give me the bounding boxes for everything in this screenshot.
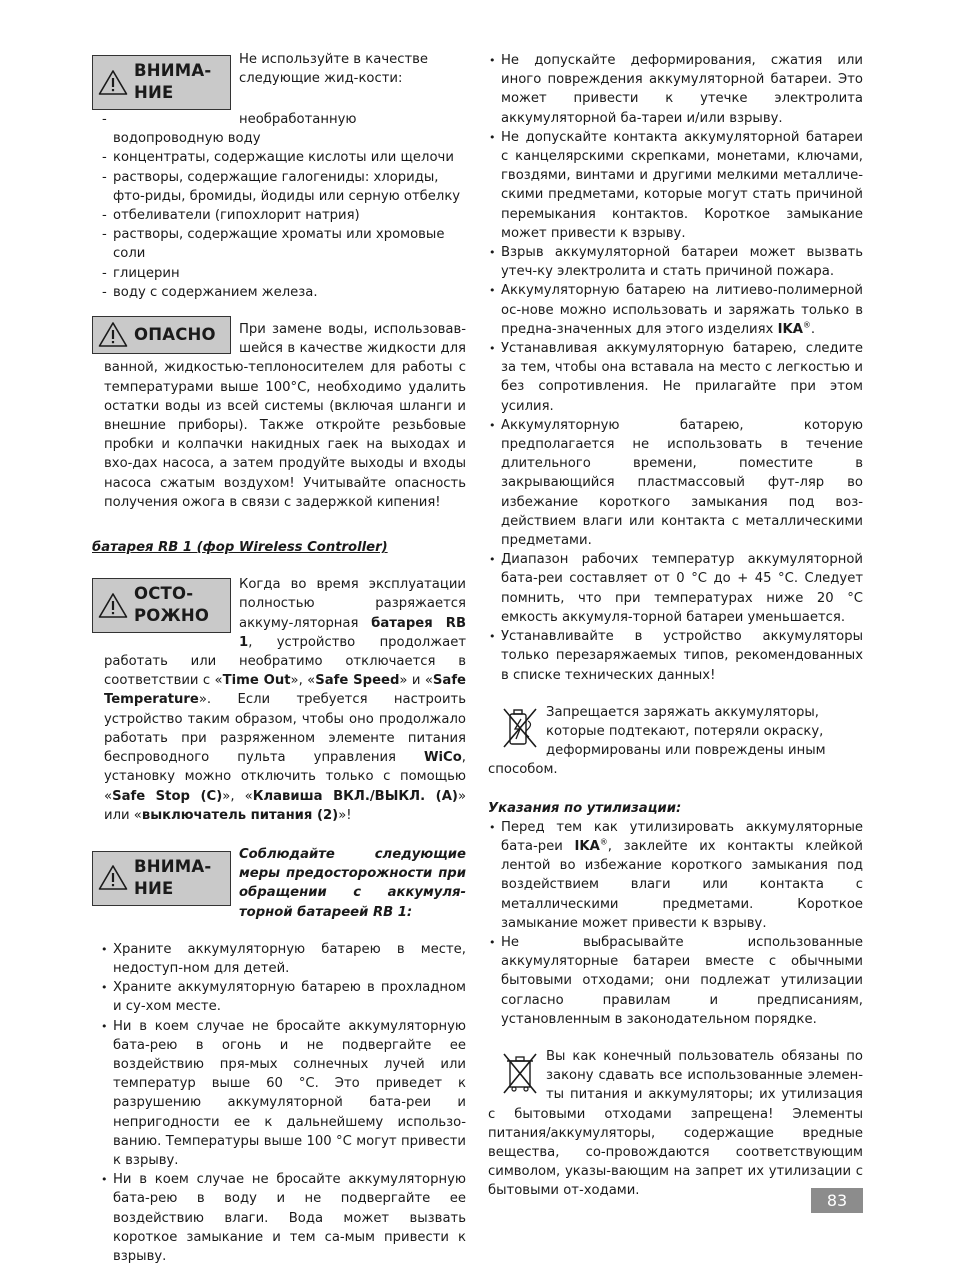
warning-triangle-icon <box>98 864 128 891</box>
no-charging-battery-icon <box>500 705 540 751</box>
caution-block <box>92 575 466 825</box>
disposal-bullets <box>488 818 863 1029</box>
list-item: - необработанную водопроводную воду <box>102 110 466 148</box>
list-item: - растворы, содержащие галогениды: хлориды, фто-риды, бромиды, йодиды или серную отбелку <box>102 168 466 206</box>
danger-text: При замене воды, использовав-шейся в качестве жидкости для ванной, жидкостью-теплоносителем для работы с температурами выше 100°C, необходимо удалить остатки воды из всей системы (включая шланги и внешние приборы). Также откройте резьбовые пробки и колпачки накидных гаек на выходах и вхо-дах насоса, а затем продуйте выходы и входы насоса сжатым воздухом! Учитывайте опасность получения ожога в связи с задержкой кипения! <box>104 322 466 510</box>
list-item: • Диапазон рабочих температур аккумуляторной бата-реи составляет от 0 °C до + 45 °C. Следует помнить, что при температурах ниже 20 °C емкость аккумуля-торной батареи уменьшается. <box>490 550 863 627</box>
list-item: • Аккумуляторную батарею, которую предполагается не использовать в течение длительного времени, поместите в закрывающийся пластмассовый фут-ляр во избежание короткого замыкания под воз-действием влаги или контакта с металлическими предметами. <box>490 416 863 550</box>
list-item: • Не допускайте контакта аккумуляторной батареи с канцелярскими скрепками, монетами, ключами, гвоздями, винтами и другими мелкими металличе-скими предметами, которые могут стать причиной перемыкания контактов. Короткое замыкание может привести к взрыву. <box>490 128 863 243</box>
warning-label-text: ВНИМА- НИЕ <box>134 856 212 898</box>
page-number: 83 <box>811 1188 863 1213</box>
list-item: • Храните аккумуляторную батарею в месте, недоступ-ном для детей. <box>102 940 466 978</box>
warning-label <box>92 55 231 110</box>
disposal-heading: Указания по утилизации: <box>488 800 682 816</box>
liquids-intro: Не используйте в качестве следующие жид-кости: <box>239 52 429 87</box>
list-item: • Храните аккумуляторную батарею в прохладном и су-хом месте. <box>102 978 466 1016</box>
list-item: • Аккумуляторную батарею на литиево-полимерной ос-нове можно использовать и заряжать только в предна-значенных для этого изделиях IKA®. <box>490 281 863 339</box>
list-item: - отбеливатели (гипохлорит натрия) <box>102 206 466 225</box>
danger-label <box>92 316 231 354</box>
battery-bullets-right <box>488 51 863 685</box>
list-item: • Взрыв аккумуляторной батареи может вызвать утеч-ку электролита и стать причиной пожара. <box>490 243 863 281</box>
list-item: - концентраты, содержащие кислоты или щелочи <box>102 148 466 167</box>
warning-triangle-icon <box>98 69 128 96</box>
caution-label <box>92 578 231 633</box>
list-item: • Не допускайте деформирования, сжатия или иного повреждения аккумуляторной батареи. Это может привести к утечке электролита аккумуляторной ба-тареи и/или взрыву. <box>490 51 863 128</box>
warning-triangle-icon <box>98 321 128 348</box>
list-item: • Ни в коем случае не бросайте аккумуляторную бата-рею в огонь и не подвергайте ее воздействию пря-мых солнечных лучей или температур выше 60 °C. Это приведет к разрушению аккумуляторной бата-реи и непригодности ее к дальнейшему использо-ванию. Температуры выше 100 °C могут привести к взрыву. <box>102 1017 466 1171</box>
list-item: • Устанавливая аккумуляторную батарею, следите за тем, чтобы она вставала на место с легкостью и без сопротивления. Не прилагайте при этом усилия. <box>490 339 863 416</box>
caution-text: Когда во время эксплуатации полностью разряжается аккуму-ляторная батарея RB 1, устройство продолжает работать или необратимо отключается в соответствии с «Time Out», «Safe Speed» и «Safe Temperature». Если требуется настроить устройство таким образом, чтобы оно продолжало работать при разряженном элементе питания беспроводного пульта управления WiCo, установку можно отключить только с помощью «Safe Stop (C)», «Клавиша ВКЛ./ВЫКЛ. (A)» или «выключатель питания (2)»! <box>104 577 467 823</box>
list-item: - растворы, содержащие хроматы или хромовые соли <box>102 225 466 263</box>
left-column <box>92 50 466 1266</box>
list-item: • Перед тем как утилизировать аккумуляторные бата-реи IKA®, заклейте их контакты клейкой лентой во избежание короткого замыкания под воздействием влаги или контакта с металлическими предметами. Короткое замыкание может привести к взрыву. <box>490 818 863 933</box>
crossed-out-bin-icon <box>500 1049 540 1095</box>
right-column <box>488 51 863 1201</box>
battery-bullets-left <box>92 940 466 1266</box>
list-item: - глицерин <box>102 264 466 283</box>
list-item: • Ни в коем случае не бросайте аккумуляторную бата-рею в воду и не подвергайте ее воздействию влаги. Вода может вызвать короткое замыкание и тем са-мым привести к взрыву. <box>102 1170 466 1266</box>
caution-label-text: ОСТО- РОЖНО <box>134 584 210 626</box>
section-heading-battery: батарея RB 1 (фор Wireless Controller) <box>92 540 388 556</box>
ika-brand: IKA <box>574 838 600 854</box>
danger-label-text: ОПАСНО <box>134 324 216 344</box>
warning-block-battery <box>92 845 466 922</box>
liquids-list <box>92 110 466 302</box>
recycle-text: Вы как конечный пользователь обязаны по закону сдавать все использованные элемен-ты питания и аккумуляторы; их утилизация с бытовыми отходами запрещена! Элементы питания/аккумуляторы, содержащие вредные вещества, со-провождаются соответствующим символом, указы-вающим на запрет их утилизации с бытовыми от-ходами. <box>488 1048 863 1199</box>
warning-label <box>92 851 231 906</box>
danger-block <box>92 320 466 512</box>
list-item: - воду с содержанием железа. <box>102 283 466 302</box>
recycle-notice <box>488 1047 863 1201</box>
no-charge-text: Запрещается заряжать аккумуляторы, которые подтекают, потеряли окраску, деформированы или повреждены иным способом. <box>488 704 826 778</box>
warning-triangle-icon <box>98 592 128 619</box>
warning-block-liquids <box>92 50 466 112</box>
battery-precautions-intro: Соблюдайте следующие меры предосторожности при обращении с аккумуля-торной батареей RB 1: <box>239 846 466 920</box>
ika-brand: IKA <box>777 321 803 337</box>
list-item: • Не выбрасывайте использованные аккумуляторные батареи вместе с обычными бытовыми отходами; они подлежат утилизации согласно правилам и предписаниям, установленным в законодательном порядке. <box>490 933 863 1029</box>
list-item: • Устанавливайте в устройство аккумуляторы только перезаряжаемых типов, рекомендованных в списке технических данных! <box>490 627 863 685</box>
warning-label-text: ВНИМА- НИЕ <box>134 61 212 102</box>
no-charge-notice <box>488 703 863 780</box>
